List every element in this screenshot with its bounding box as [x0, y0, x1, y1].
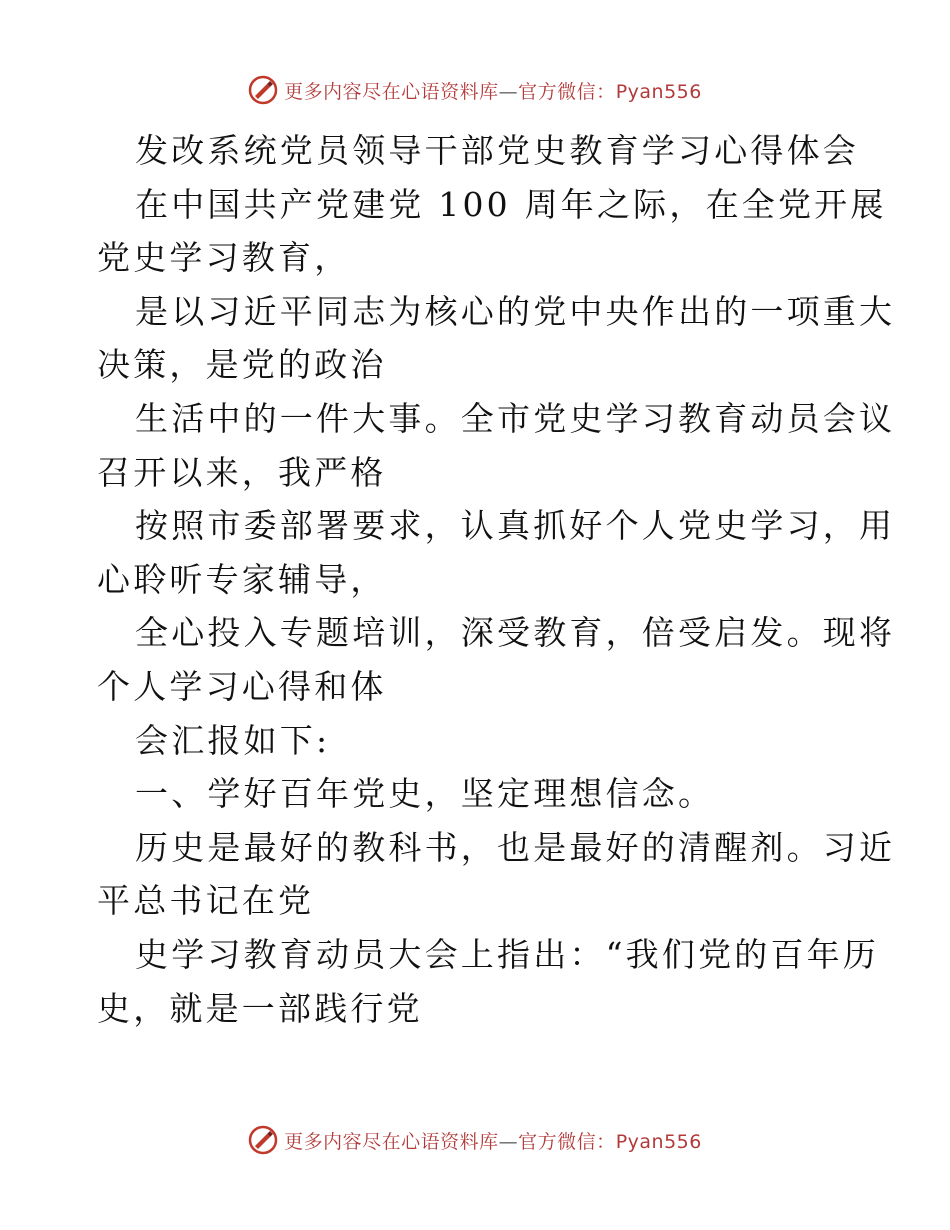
- pen-logo-icon: [248, 75, 278, 105]
- doc-line: 党史学习教育，: [97, 238, 351, 278]
- footer-watermark-banner: [0, 1120, 950, 1160]
- doc-line: 历史是最好的教科书，也是最好的清醒剂。习近: [135, 827, 896, 867]
- doc-line: 会汇报如下:: [135, 720, 331, 760]
- doc-line: 心聆听专家辅导，: [97, 559, 387, 599]
- doc-title: 发改系统党员领导干部党史教育学习心得体会: [135, 131, 859, 170]
- watermark-wechat-label: 官方微信：: [518, 1130, 616, 1153]
- watermark-dash: —: [498, 80, 519, 103]
- watermark-site: 更多内容尽在心语资料库: [284, 1130, 499, 1153]
- watermark-text: [284, 77, 702, 104]
- watermark-wechat-label: 官方微信：: [518, 80, 616, 103]
- doc-line: 全心投入专题培训，深受教育，倍受启发。现将: [135, 613, 896, 653]
- doc-line: 召开以来，我严格: [97, 452, 387, 492]
- watermark-wechat-id: Pyan556: [615, 80, 702, 103]
- doc-line: 史，就是一部践行党: [97, 988, 423, 1028]
- watermark-site: 更多内容尽在心语资料库: [284, 80, 499, 103]
- section-heading: 一、学好百年党史，坚定理想信念。: [135, 774, 715, 814]
- watermark-dash: —: [498, 1130, 519, 1153]
- document-body: [97, 124, 896, 1035]
- doc-line: 生活中的一件大事。全市党史学习教育动员会议: [135, 398, 896, 438]
- doc-line: 是以习近平同志为核心的党中央作出的一项重大: [135, 291, 896, 331]
- doc-line: 决策，是党的政治: [97, 345, 387, 385]
- watermark-text: [284, 1127, 702, 1154]
- watermark-wechat-id: Pyan556: [615, 1130, 702, 1153]
- doc-line: 按照市委部署要求，认真抓好个人党史学习，用: [135, 506, 896, 546]
- pen-logo-icon: [248, 1125, 278, 1155]
- doc-line: 史学习教育动员大会上指出：“我们党的百年历: [135, 934, 880, 974]
- doc-line: 平总书记在党: [97, 881, 315, 921]
- header-watermark-banner: [0, 70, 950, 110]
- doc-line: 在中国共产党建党 100 周年之际，在全党开展: [135, 184, 887, 224]
- doc-line: 个人学习心得和体: [97, 666, 387, 706]
